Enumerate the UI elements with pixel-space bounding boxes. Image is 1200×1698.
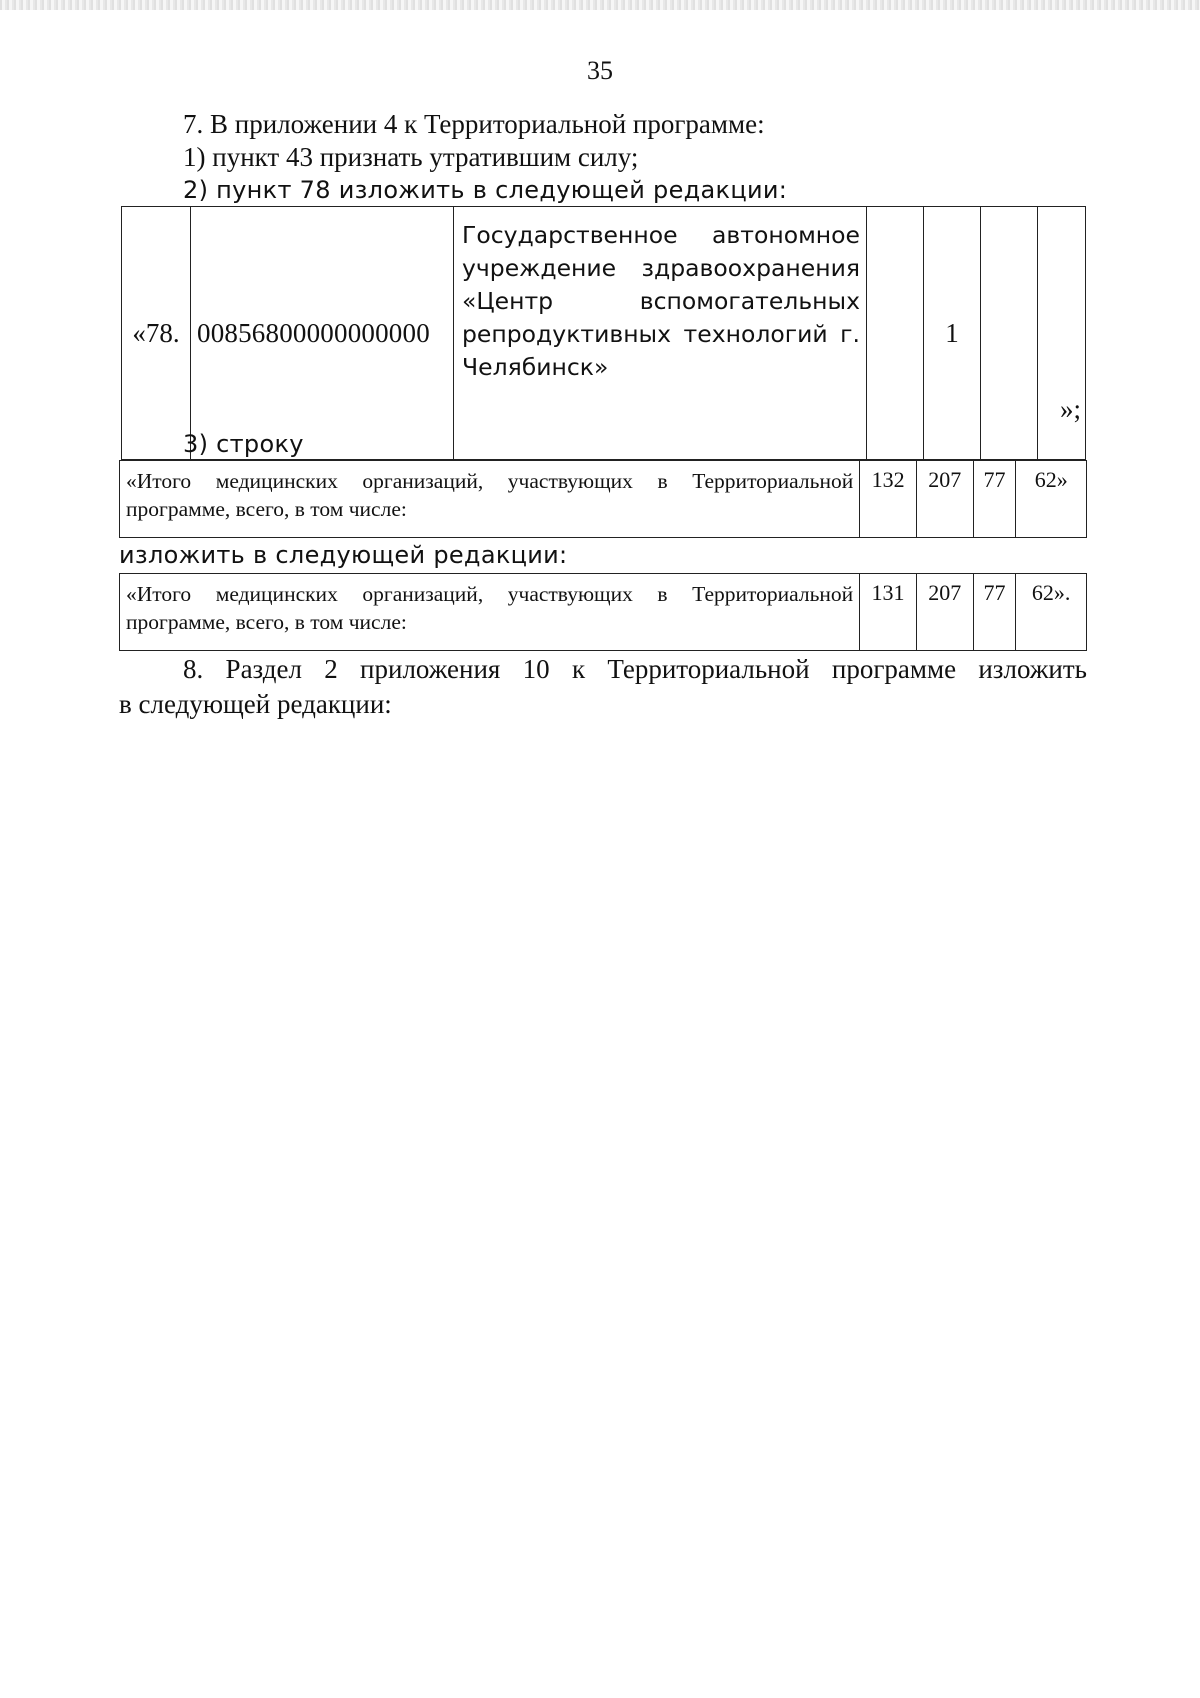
value-cell-1 <box>867 207 924 460</box>
organization-name: Государственное автономное учреждение здравоохранения «Центр вспомогательных репродуктивных технологий г. Челябинск» <box>462 221 860 381</box>
paragraph-8-line-2: в следующей редакции: <box>119 689 392 719</box>
total-row-old-table <box>119 460 1087 538</box>
value-cell-4: »; <box>1038 207 1086 460</box>
total-value-cell: 132 <box>860 461 917 538</box>
total-label-cell: «Итого медицинских организаций, участвующих в Территориальной программе, всего, в том числе: <box>120 461 860 538</box>
item-78-table <box>121 206 1086 460</box>
organization-cell <box>454 207 867 460</box>
total-value-cell: 207 <box>916 461 973 538</box>
total-value-cell: 77 <box>973 461 1016 538</box>
paragraph-7-item-2: 2) пункт 78 изложить в следующей редакции: <box>183 176 788 204</box>
table-row <box>120 461 1087 538</box>
total-value-cell: 62». <box>1016 574 1087 651</box>
paragraph-7-item-3: 3) строку <box>183 430 304 458</box>
total-row-new-table <box>119 573 1087 651</box>
paragraph-8-line-1: 8. Раздел 2 приложения 10 к Территориальной программе изложить <box>183 654 1087 684</box>
value-cell-3 <box>981 207 1038 460</box>
table-row <box>122 207 1086 460</box>
total-value-cell: 131 <box>860 574 917 651</box>
table-row <box>120 574 1087 651</box>
paragraph-7-item-1: 1) пункт 43 признать утратившим силу; <box>183 142 639 172</box>
scan-edge-artifact <box>0 0 1200 10</box>
total-label-cell: «Итого медицинских организаций, участвующих в Территориальной программе, всего, в том числе: <box>120 574 860 651</box>
page-number: 35 <box>587 56 613 85</box>
total-value-cell: 62» <box>1016 461 1087 538</box>
paragraph-7-item-4: изложить в следующей редакции: <box>119 541 568 569</box>
total-value-cell: 77 <box>973 574 1016 651</box>
item-code-cell: 00856800000000000 <box>191 207 454 460</box>
value-cell-2: 1 <box>924 207 981 460</box>
paragraph-7: 7. В приложении 4 к Территориальной программе: <box>183 109 765 139</box>
item-number-cell: «78. <box>122 207 191 460</box>
total-value-cell: 207 <box>916 574 973 651</box>
